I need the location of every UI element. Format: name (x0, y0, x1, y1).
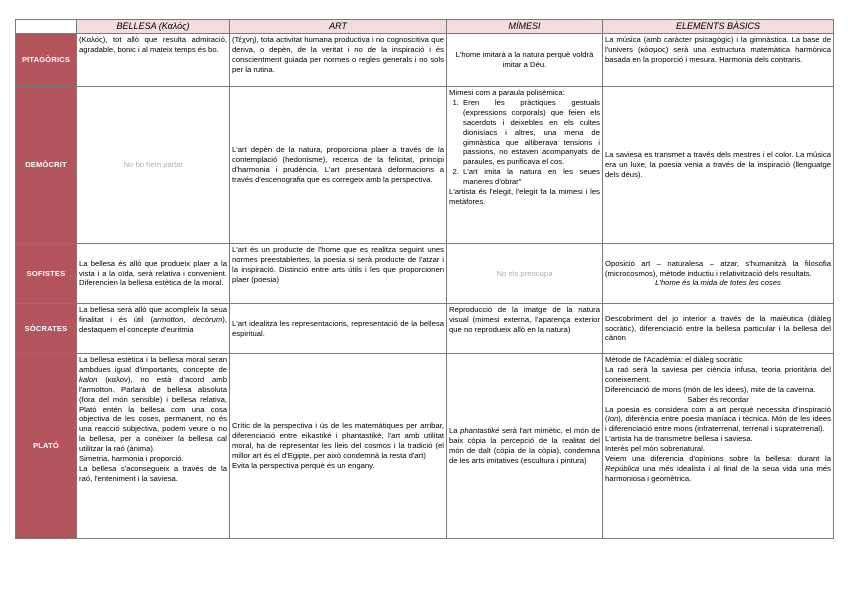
plato-elements-6: L'artista ha de transmetre bellesa i saviesa. (605, 434, 753, 444)
sofistes-art: L'art és un producte de l'home que es realitza seguint unes normes preestablertes, la poesia si serà producte de l'atzar i la inspiració. Distinció entre arts útils i les que proporcionen plaer (poesia) (230, 244, 447, 304)
row-socrates (16, 304, 834, 354)
socrates-art: L'art idealitza les representacions, representació de la bellesa espiritual. (230, 304, 447, 354)
plato-mimesi-term: phantastiké (460, 426, 500, 436)
plato-elements-8a: Veiem una diferencia d'opinions sobre la bellesa: durant la (605, 454, 831, 464)
row-democrit (16, 87, 834, 244)
sofistes-elements-quote: L'home és la mida de totes les coses (655, 278, 781, 288)
header-mimesi: MÍMESI (447, 20, 603, 34)
plato-elements-8 (605, 454, 831, 484)
democrit-mimesi-end: L'artista és l'elegit, l'elegit fa la mimesi i les metàfores. (449, 187, 600, 206)
plato-mimesi (447, 354, 603, 539)
democrit-mimesi-item-2: 2. L'art imita la natura en les seues maneres d'obrar" (461, 167, 600, 187)
plato-elements-4: Saber és recordar (687, 394, 749, 404)
sofistes-elements (603, 244, 834, 304)
header-bellesa: BELLESA (Καλός) (77, 20, 230, 34)
plato-mimesi-b: serà l'art mimètic, el món de baix còpia la percepció de la realitat del món de dalt (còpia de la còpia), condemna de les arts imitatives (escultura i pintura) (449, 426, 600, 465)
plato-elements-8-term: República (605, 463, 640, 473)
plato-elements (603, 354, 834, 539)
democrit-mimesi-list (449, 98, 600, 187)
socrates-bellesa-term2: decòrum (192, 314, 223, 324)
row-label-pitagorics: PITAGÒRICS (16, 34, 77, 87)
socrates-elements: Descobriment del jo interior a través de la maièutica (diàleg socràtic), diferenciació entre la bellesa particular i la bellesa del cànon (603, 304, 834, 354)
plato-bellesa-term: kalon (79, 374, 98, 384)
row-label-democrit: DEMÒCRIT (16, 87, 77, 244)
plato-bellesa-p2: Simetria, harmonia i proporció. (79, 454, 184, 464)
plato-elements-2: La raó serà la saviesa per ciència infusa, teoria prioritària del coneixement. (605, 364, 831, 384)
row-label-sofistes: SOFISTES (16, 244, 77, 304)
plato-elements-5-term: Ion (607, 414, 619, 424)
header-corner (16, 20, 77, 34)
header-elements: ELEMENTS BÀSICS (603, 20, 834, 34)
sofistes-bellesa: La bellesa és allò que produeix plaer a la vista i a la oïda, serà relativa i convenient. Diferencien la bellesa estètica de la moral. (77, 244, 230, 304)
pitagorics-elements: La música (amb caràcter psicagògic) i la gimnàstica. La base de l'univers (κόσμος) serà una estructura matemàtica harmònica basada en la proporció i mesura. Harmonia dels contraris. (603, 34, 834, 87)
socrates-bellesa-b: , (183, 314, 193, 324)
democrit-bellesa: No ho hem parlat (77, 87, 230, 244)
header-row (16, 20, 834, 34)
plato-elements-1: Mètode de l'Acadèmia: el diàleg socràtic (605, 355, 743, 364)
pitagorics-art: (Τέχνη), tota activitat humana productiva i no cognoscitiva que deriva, o depèn, de la veritat i no de la inspiració i és conscientment guiada per normes o regles generals i no sols per la rutina. (230, 34, 447, 87)
row-sofistes (16, 244, 834, 304)
plato-art (230, 354, 447, 539)
comparison-table (15, 19, 834, 539)
socrates-mimesi: Reproducció de la imatge de la natura visual (mimesi externa, l'aparença exterior que no reprodueix allò en la natura) (447, 304, 603, 354)
plato-art-p1: Crític de la perspectiva i ús de les matemàtiques per arribar, diferenciació entre eikastiké i phantastiké, l'art amb utilitat moral, ha de representar les lleis del cosmos i la tradició (el millor art és el d'Egipte, per això condemnà la resta d'art) (232, 421, 444, 460)
plato-elements-5a: La poesia es considera com a art perquè necessita d'inspiració ( (605, 404, 831, 424)
democrit-mimesi-item-1: 1. Eren les pràctiques gestuals (expressions corporals) que feien els sacerdots i deixebles en els cultes dionisíacs i altres, una mena de gimnàstica que alliberava tensions i passions, no estaven acompanyats de paraules, es purificava el cos. (461, 98, 600, 167)
pitagorics-mimesi: L'home imitarà a la natura perquè voldrà imitar a Déu. (447, 34, 603, 87)
plato-elements-5b: ), diferència entre poesia maníaca i tècnica. Món de les idees i diferenciació entre mons (infraterrenal, terrenal i supraterrenal). (605, 414, 831, 434)
plato-elements-5 (605, 405, 831, 435)
header-art: ART (230, 20, 447, 34)
plato-bellesa-p1 (79, 355, 227, 454)
democrit-mimesi-intro: Mimesi com a paraula polisèmica: (449, 88, 565, 97)
socrates-bellesa (77, 304, 230, 354)
socrates-bellesa-a: La bellesa serà allò que acompleix la seua finalitat i és útil ( (79, 305, 227, 324)
plato-bellesa (77, 354, 230, 539)
plato-mimesi-a: La (449, 426, 461, 436)
pitagorics-bellesa: (Καλός), tot allò que resulta admiració, agradable, bonic i al mateix temps és bo. (77, 34, 230, 87)
plato-bellesa-1a: La bellesa estètica i la bellesa moral seran ambdues igual d'importants, concepte de (79, 355, 227, 374)
plato-art-p2: Evita la perspectiva perquè és un engany. (232, 460, 375, 470)
plato-elements-8b: una més idealista i al final de la seua vida una més harmoniosa i geomètrica. (605, 463, 831, 483)
plato-elements-3: Diferenciació de mons (món de les idees), mite de la caverna. (605, 384, 816, 394)
sofistes-elements-text: Oposició art – naturalesa – atzar, s'humanitzà la filosofia (microcosmos), mètode inductiu i relativització dels resultats. (605, 258, 831, 278)
sofistes-mimesi: No els preocupa (447, 244, 603, 304)
democrit-mimesi (447, 87, 603, 244)
plato-bellesa-p3: La bellesa s'aconsegueix a través de la raó, l'enteniment i la saviesa. (79, 463, 227, 483)
plato-elements-7: Interès pel món sobrenatural. (605, 444, 705, 454)
row-label-socrates: SÒCRATES (16, 304, 77, 354)
row-pitagorics (16, 34, 834, 87)
socrates-bellesa-c: ), destaquem el concepte d'euritmia (79, 314, 227, 334)
socrates-bellesa-term1: armotton (153, 314, 184, 324)
row-plato (16, 354, 834, 539)
democrit-elements: La saviesa es transmet a través dels mestres i el color. La música era un luxe, la poesia venia a través de la inspiració (llenguatge dels déus). (603, 87, 834, 244)
row-label-plato: PLATÓ (16, 354, 77, 539)
democrit-art: L'art depèn de la natura, proporciona plaer a través de la contemplació (hedonisme), recerca de la felicitat, principi d'harmonia i prudència. L'art presentarà deformacions a través d'escenografia que es corregeix amb la perspectiva. (230, 87, 447, 244)
plato-bellesa-1b: (καλον), no està d'acord amb l'armotton. Parlarà de bellesa absoluta (fora del món sensible) i bellesa relativa, Plató entén la bellesa com una cosa objectiva de les coses, permanent, no és una reacció subjectiva, podem veure o no la bellesa, per a conèixer la bellesa cal utilitzar la raó (ànima). (79, 374, 227, 454)
